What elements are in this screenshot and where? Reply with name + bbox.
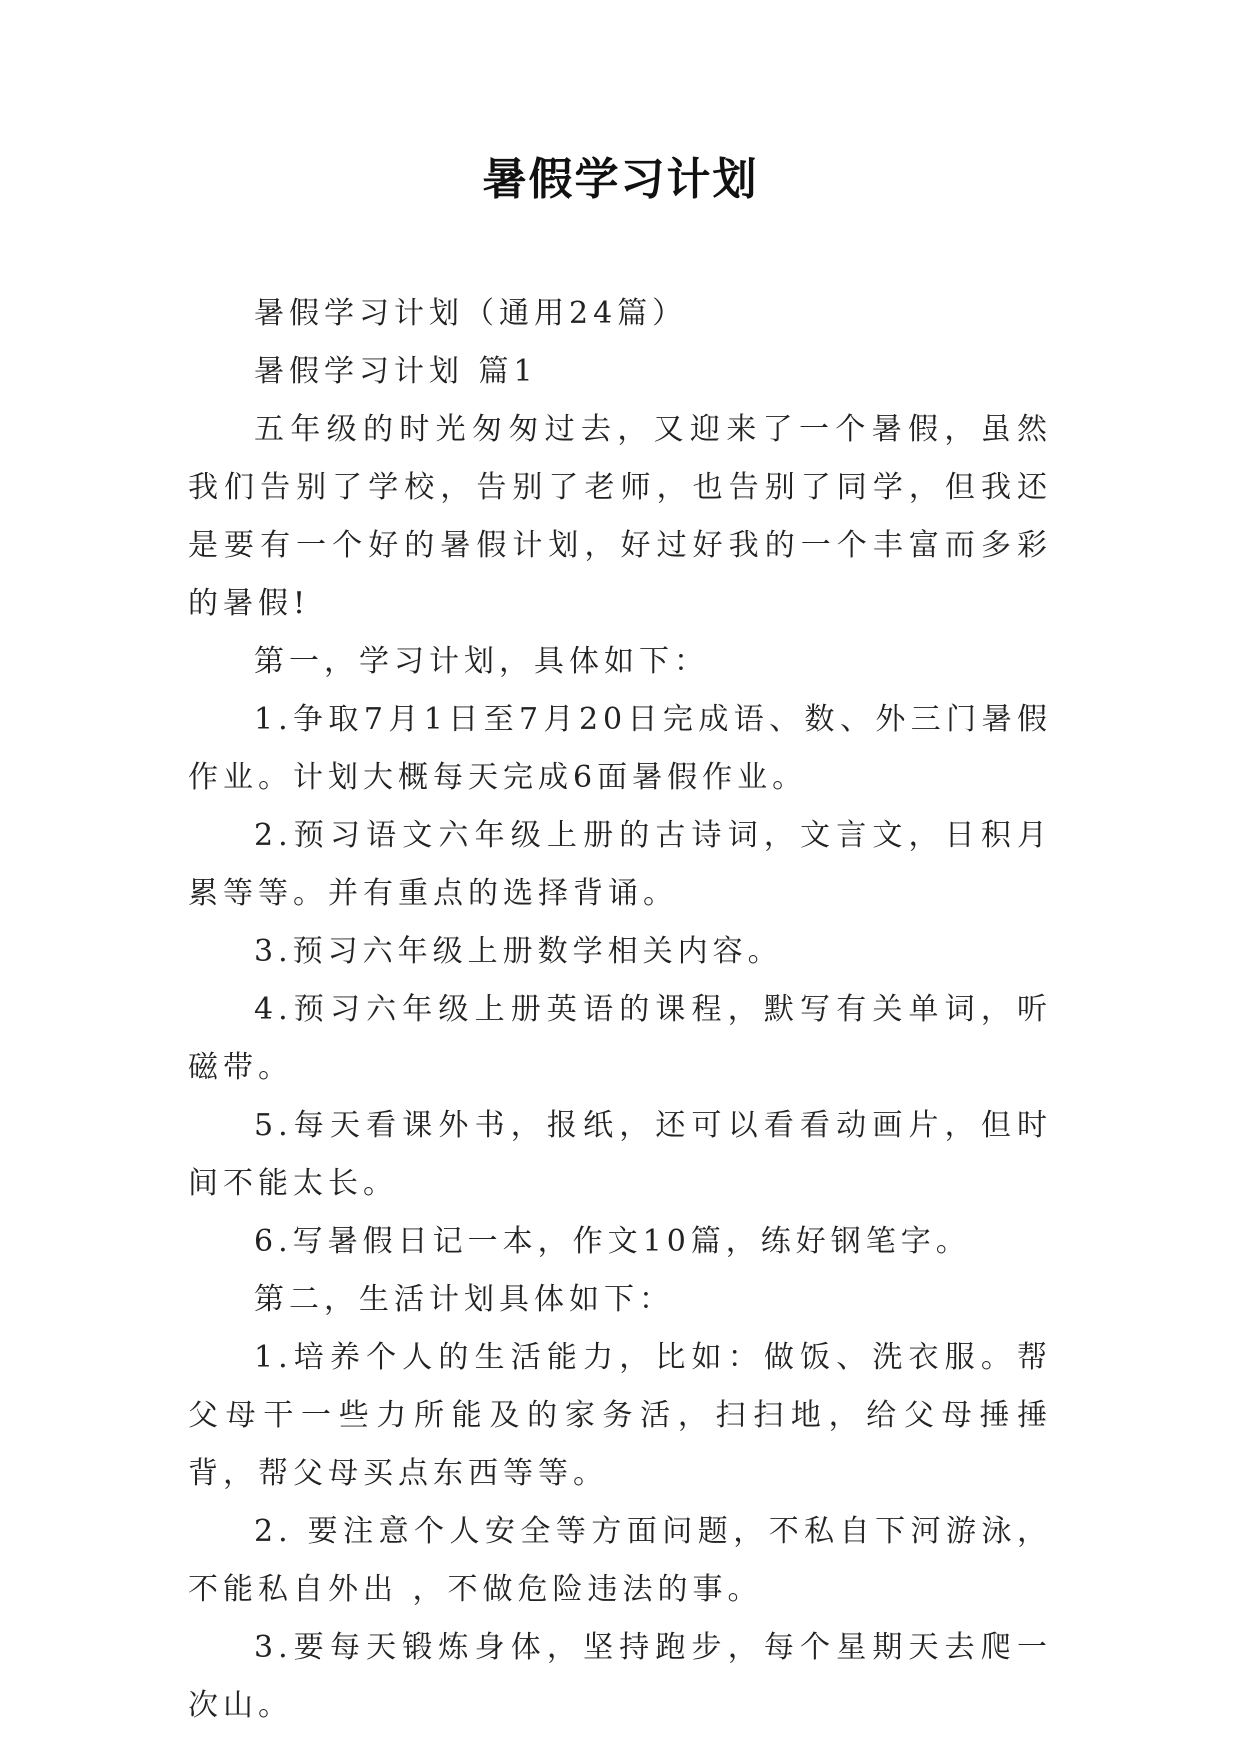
document-body	[188, 285, 1052, 1735]
paragraph-section-heading: 暑假学习计划 篇1	[254, 354, 538, 389]
paragraph-study-item-4: 4.预习六年级上册英语的课程，默写有关单词，听磁带。	[188, 992, 1052, 1085]
paragraph-life-item-2: 2. 要注意个人安全等方面问题，不私自下河游泳，不能私自外出 ，不做危险违法的事。	[188, 1514, 1052, 1607]
paragraph-life-item-3: 3.要每天锻炼身体，坚持跑步，每个星期天去爬一次山。	[188, 1630, 1052, 1723]
paragraph-study-item-2: 2.预习语文六年级上册的古诗词，文言文，日积月累等等。并有重点的选择背诵。	[188, 818, 1052, 911]
paragraph-study-plan-heading: 第一，学习计划，具体如下：	[254, 644, 709, 679]
document-title: 暑假学习计划	[482, 154, 759, 205]
paragraph-life-item-1: 1.培养个人的生活能力，比如：做饭、洗衣服。帮父母干一些力所能及的家务活，扫扫地，给父母捶捶背，帮父母买点东西等等。	[188, 1340, 1052, 1491]
paragraph-subtitle: 暑假学习计划（通用24篇）	[254, 296, 688, 331]
paragraph-intro: 五年级的时光匆匆过去，又迎来了一个暑假，虽然我们告别了学校，告别了老师，也告别了同学，但我还是要有一个好的暑假计划，好过好我的一个丰富而多彩的暑假!	[188, 412, 1052, 621]
paragraph-study-item-5: 5.每天看课外书，报纸，还可以看看动画片，但时间不能太长。	[188, 1108, 1052, 1201]
paragraph-study-item-6: 6.写暑假日记一本，作文10篇，练好钢笔字。	[254, 1224, 971, 1259]
paragraph-life-plan-heading: 第二，生活计划具体如下：	[254, 1282, 674, 1317]
paragraph-study-item-3: 3.预习六年级上册数学相关内容。	[254, 934, 783, 969]
paragraph-study-item-1: 1.争取7月1日至7月20日完成语、数、外三门暑假作业。计划大概每天完成6面暑假作业。	[188, 702, 1052, 795]
